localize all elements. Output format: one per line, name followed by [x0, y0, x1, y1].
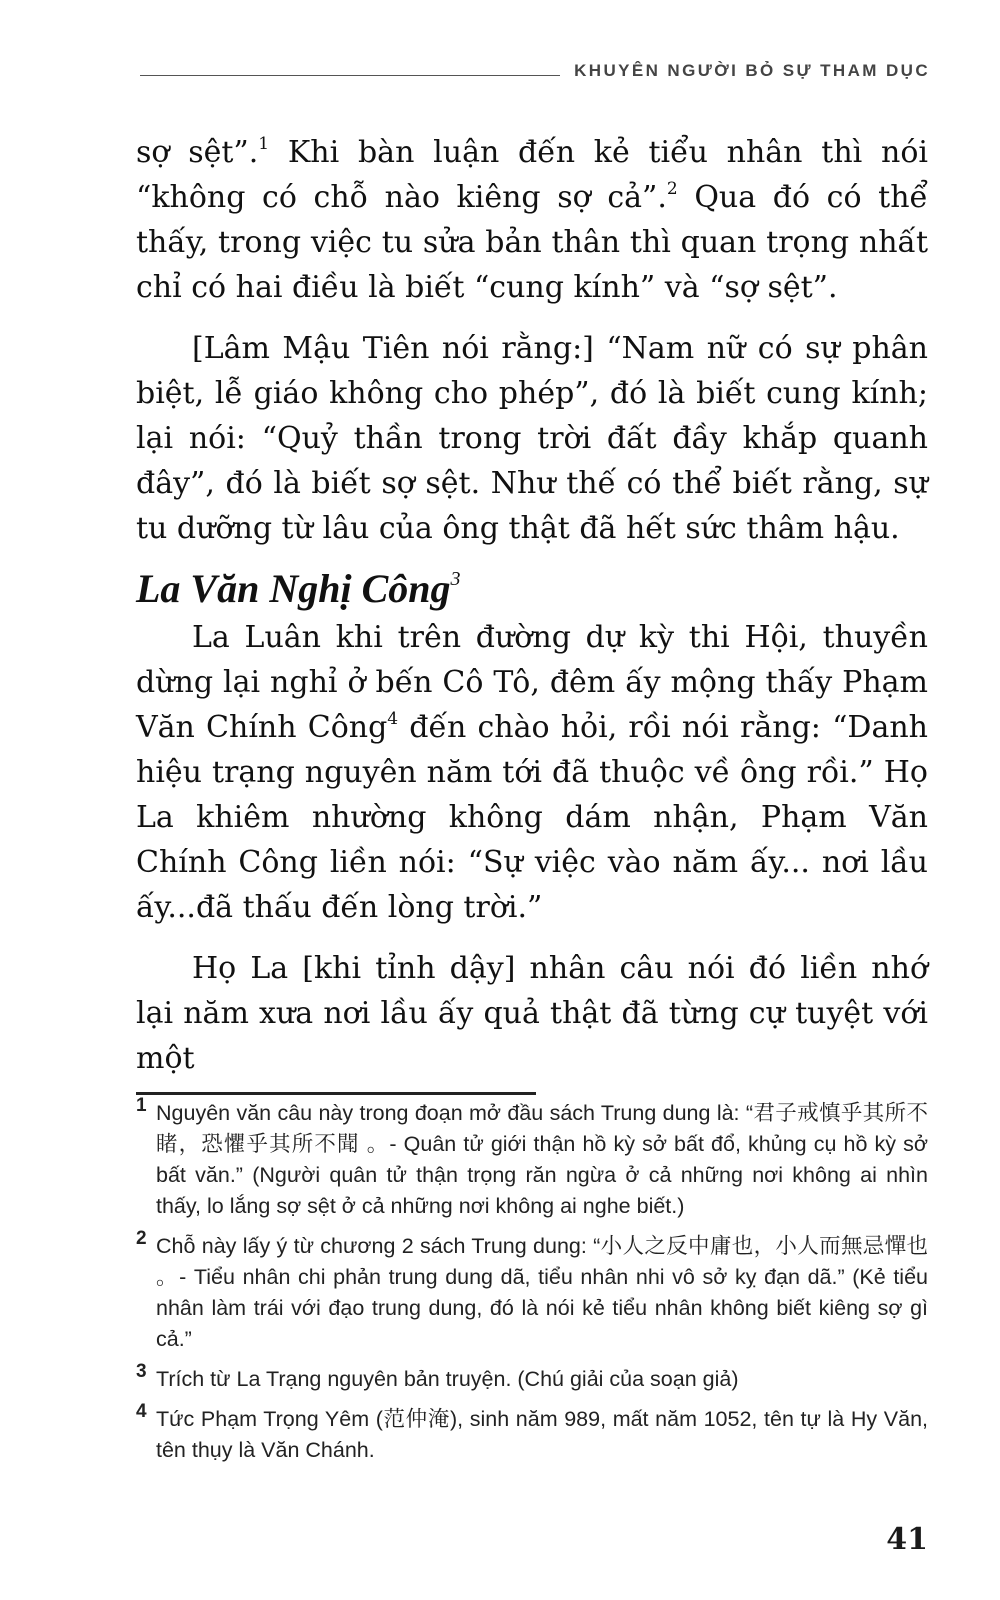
footnote-ref-1[interactable]: 1: [258, 134, 270, 154]
footnote-4: [136, 1401, 928, 1466]
paragraph-3: [136, 615, 928, 930]
body-text: [136, 130, 928, 1081]
paragraph-4: Họ La [khi tỉnh dậy] nhân câu nói đó liền nhớ lại năm xưa nơi lầu ấy quả thật đã từng cự tuyệt với một: [136, 951, 928, 1076]
header-rule: [140, 75, 560, 76]
footnote-text-1: Nguyên văn câu này trong đoạn mở đầu sách Trung dung là: “君子戒慎乎其所不睹，恐懼乎其所不聞 。- Quân tử giới thận hồ kỳ sở bất đổ, khủng cụ hồ kỳ sở bất văn.” (Người quân tử thận trọng răn ngừa ở cả những nơi không ai nhìn thấy, lo lắng sợ sệt ở cả những nơi không ai nghe biết.): [156, 1101, 928, 1218]
page-number: 41: [886, 1522, 928, 1557]
footnote-3: [136, 1361, 928, 1395]
running-header: [140, 56, 930, 86]
footnote-1: [136, 1095, 928, 1222]
footnote-text-4: Tức Phạm Trọng Yêm (范仲淹), sinh năm 989, mất năm 1052, tên tự là Hy Văn, tên thụy là Văn Chánh.: [156, 1407, 928, 1462]
footnote-text-2: Chỗ này lấy ý từ chương 2 sách Trung dung: “小人之反中庸也，小人而無忌憚也 。- Tiểu nhân chi phản trung dung dã, tiểu nhân nhi vô sở kỵ đạn dã.” (Kẻ tiểu nhân làm trái với đạo trung dung, đó là nói kẻ tiểu nhân không biết kiêng sợ gì cả.”: [156, 1234, 928, 1351]
paragraph-1-part-c: Qua đó có thể thấy, trong việc tu sửa bản thân thì quan trọng nhất chỉ có hai điều là biết “cung kính” và “sợ sệt”.: [136, 180, 928, 305]
footnote-number-4: 4: [136, 1401, 147, 1422]
paragraph-3-part-b: đến chào hỏi, rồi nói rằng: “Danh hiệu trạng nguyên năm tới đã thuộc về ông rồi.” Họ La khiêm nhường không dám nhận, Phạm Văn Chính Công liền nói: “Sự việc vào năm ấy... nơi lầu ấy...đã thấu đến lòng trời.”: [136, 710, 928, 925]
section-heading-text: La Văn Nghị Công: [136, 566, 451, 611]
paragraph-2: [Lâm Mậu Tiên nói rằng:] “Nam nữ có sự phân biệt, lễ giáo không cho phép”, đó là biết cung kính; lại nói: “Quỷ thần trong trời đất đầy khắp quanh đây”, đó là biết sợ sệt. Như thế có thể biết rằng, sự tu dưỡng từ lâu của ông thật đã hết sức thâm hậu.: [136, 331, 928, 546]
footnote-divider: [136, 1092, 536, 1095]
running-title: KHUYÊN NGƯỜI BỎ SỰ THAM DỤC: [574, 61, 930, 80]
paragraph-3-part-a: La Luân khi trên đường dự kỳ thi Hội, thuyền dừng lại nghỉ ở bến Cô Tô, đêm ấy mộng thấy Phạm Văn Chính Công: [136, 620, 928, 745]
footnote-ref-2[interactable]: 2: [666, 179, 678, 199]
paragraph-1: [136, 130, 928, 310]
footnote-number-3: 3: [136, 1361, 147, 1382]
paragraph-1-part-a: sợ sệt”.: [136, 135, 259, 170]
footnote-ref-4[interactable]: 4: [387, 709, 399, 729]
footnote-ref-3[interactable]: 3: [450, 568, 461, 590]
footnote-number-1: 1: [136, 1095, 147, 1116]
footnote-2: [136, 1228, 928, 1355]
footnote-number-2: 2: [136, 1228, 147, 1249]
paragraph-1-part-b: Khi bàn luận đến kẻ tiểu nhân thì nói “không có chỗ nào kiêng sợ cả”.: [136, 135, 928, 215]
section-heading: [136, 563, 928, 615]
footnotes: [136, 1095, 928, 1475]
footnote-text-3: Trích từ La Trạng nguyên bản truyện. (Chú giải của soạn giả): [156, 1367, 739, 1391]
